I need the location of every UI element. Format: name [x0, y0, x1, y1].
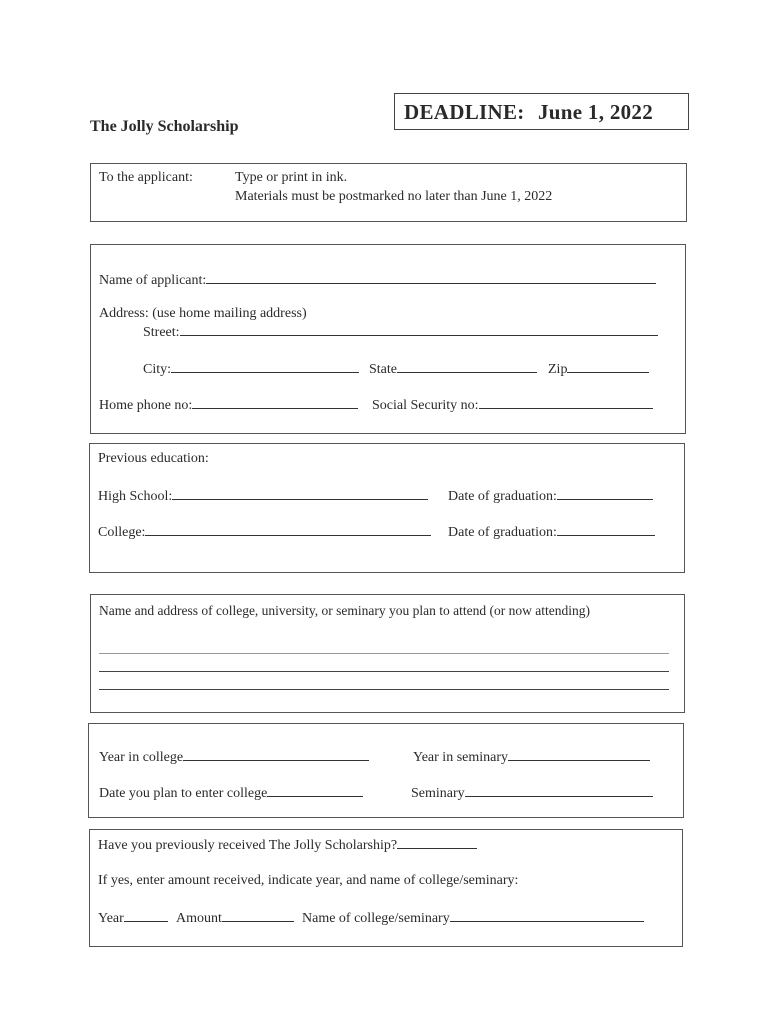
deadline-label: DEADLINE:	[404, 100, 525, 124]
previous-school-field[interactable]	[450, 909, 644, 922]
street-field[interactable]	[180, 323, 658, 336]
instructions-line-2: Materials must be postmarked no later than June 1, 2022	[235, 189, 553, 204]
planned-school-line-3[interactable]	[99, 689, 669, 690]
previous-year-row	[98, 909, 168, 927]
seminary-name-label: Seminary	[411, 786, 465, 801]
enter-college-row	[99, 784, 363, 802]
high-school-field[interactable]	[172, 487, 428, 500]
previous-amount-row	[176, 909, 294, 927]
zip-row	[548, 360, 649, 378]
previous-amount-label: Amount	[176, 911, 222, 926]
applicant-name-field[interactable]	[206, 271, 656, 284]
deadline-date: June 1, 2022	[538, 100, 654, 124]
year-section	[88, 723, 684, 818]
previous-scholarship-section	[89, 829, 683, 947]
phone-label: Home phone no:	[99, 398, 193, 413]
zip-label: Zip	[548, 362, 568, 377]
street-row	[143, 323, 658, 341]
year-seminary-label: Year in seminary	[413, 750, 509, 765]
seminary-name-field[interactable]	[465, 784, 653, 797]
ssn-field[interactable]	[479, 396, 653, 409]
state-row	[369, 360, 537, 378]
previous-school-row	[302, 909, 644, 927]
year-seminary-field[interactable]	[508, 748, 650, 761]
college-graduation-label: Date of graduation:	[448, 525, 557, 540]
previous-question: Have you previously received The Jolly Scholarship?	[98, 838, 398, 853]
instructions-box	[90, 163, 687, 222]
hs-graduation-label: Date of graduation:	[448, 489, 557, 504]
applicant-name-label: Name of applicant:	[99, 273, 207, 288]
college-field[interactable]	[145, 523, 431, 536]
high-school-label: High School:	[98, 489, 173, 504]
hs-graduation-row	[448, 487, 653, 505]
previous-answer-field[interactable]	[397, 836, 477, 849]
deadline-box	[394, 93, 689, 130]
zip-field[interactable]	[567, 360, 649, 373]
previous-school-label: Name of college/seminary	[302, 911, 450, 926]
college-graduation-field[interactable]	[557, 523, 655, 536]
ssn-label: Social Security no:	[372, 398, 479, 413]
hs-graduation-field[interactable]	[557, 487, 653, 500]
applicant-name-row	[99, 271, 656, 289]
education-section	[89, 443, 685, 573]
city-label: City:	[143, 362, 172, 377]
previous-instruction: If yes, enter amount received, indicate year, and name of college/seminary:	[98, 873, 519, 888]
planned-school-line-2[interactable]	[99, 671, 669, 672]
education-heading: Previous education:	[98, 451, 209, 466]
form-title: The Jolly Scholarship	[90, 118, 239, 135]
year-seminary-row	[413, 748, 650, 766]
college-graduation-row	[448, 523, 655, 541]
street-label: Street:	[143, 325, 180, 340]
previous-question-row	[98, 836, 477, 854]
planned-school-line-1[interactable]	[99, 653, 669, 654]
instructions-line-1: Type or print in ink.	[235, 170, 348, 185]
high-school-row	[98, 487, 428, 505]
instructions-label: To the applicant:	[99, 170, 193, 185]
state-label: State	[369, 362, 397, 377]
enter-college-field[interactable]	[267, 784, 363, 797]
phone-row	[99, 396, 358, 414]
previous-year-label: Year	[98, 911, 124, 926]
year-college-label: Year in college	[99, 750, 184, 765]
previous-year-field[interactable]	[124, 909, 168, 922]
previous-amount-field[interactable]	[222, 909, 294, 922]
city-field[interactable]	[171, 360, 359, 373]
state-field[interactable]	[397, 360, 537, 373]
seminary-name-row	[411, 784, 653, 802]
city-row	[143, 360, 359, 378]
year-college-field[interactable]	[183, 748, 369, 761]
enter-college-label: Date you plan to enter college	[99, 786, 268, 801]
ssn-row	[372, 396, 653, 414]
planned-school-section	[90, 594, 685, 713]
planned-school-heading: Name and address of college, university, or seminary you plan to attend (or now attending)	[99, 603, 590, 618]
year-college-row	[99, 748, 369, 766]
phone-field[interactable]	[192, 396, 358, 409]
applicant-section	[90, 244, 686, 434]
college-row	[98, 523, 431, 541]
college-label: College:	[98, 525, 146, 540]
address-label: Address: (use home mailing address)	[99, 306, 307, 321]
